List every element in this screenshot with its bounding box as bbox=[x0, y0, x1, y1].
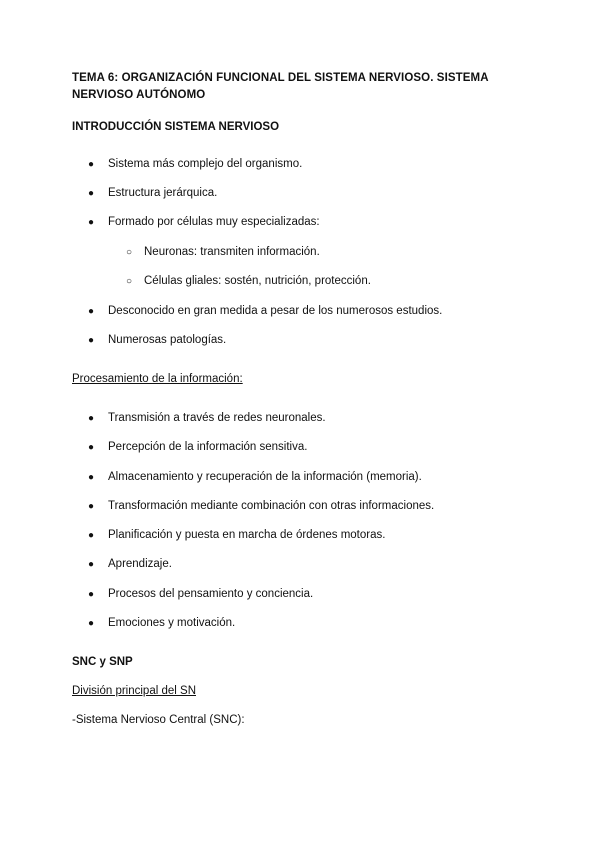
list-item bbox=[88, 617, 235, 629]
bullet-icon: ● bbox=[88, 501, 95, 512]
bullet-icon: ● bbox=[88, 413, 95, 424]
circle-bullet-icon: ○ bbox=[126, 276, 133, 287]
list-item bbox=[88, 412, 326, 424]
list-item-text: Formado por células muy especializadas: bbox=[108, 216, 320, 228]
list-item bbox=[88, 529, 385, 541]
list-item bbox=[88, 588, 313, 600]
document-title: TEMA 6: ORGANIZACIÓN FUNCIONAL DEL SISTEMA NERVIOSO. SISTEMA NERVIOSO AUTÓNOMO bbox=[72, 72, 489, 101]
list-item-text: Percepción de la información sensitiva. bbox=[108, 441, 308, 453]
list-item-text: Sistema más complejo del organismo. bbox=[108, 158, 303, 170]
section-heading-procesamiento: Procesamiento de la información: bbox=[72, 373, 243, 385]
list-item bbox=[88, 334, 226, 346]
list-item bbox=[88, 216, 320, 228]
list-item bbox=[88, 158, 302, 170]
bullet-icon: ● bbox=[88, 559, 95, 570]
bullet-icon: ● bbox=[88, 159, 95, 170]
list-item-text: Transmisión a través de redes neuronales. bbox=[108, 412, 326, 424]
list-item bbox=[88, 471, 422, 483]
list-item bbox=[88, 305, 442, 317]
sub-list-item-text: Células gliales: sostén, nutrición, protección. bbox=[144, 275, 371, 287]
section-heading-snc-snp: SNC y SNP bbox=[72, 656, 133, 668]
bullet-icon: ● bbox=[88, 306, 95, 317]
list-item bbox=[88, 441, 307, 453]
list-item-text: Numerosas patologías. bbox=[108, 334, 227, 346]
sub-list-item bbox=[126, 246, 320, 258]
text-line-snc: -Sistema Nervioso Central (SNC): bbox=[72, 714, 245, 726]
subheading-division: División principal del SN bbox=[72, 685, 196, 697]
bullet-icon: ● bbox=[88, 530, 95, 541]
bullet-icon: ● bbox=[88, 472, 95, 483]
list-item bbox=[88, 187, 217, 199]
list-item-text: Planificación y puesta en marcha de órdenes motoras. bbox=[108, 529, 386, 541]
list-item-text: Desconocido en gran medida a pesar de los numerosos estudios. bbox=[108, 305, 443, 317]
sub-list-item bbox=[126, 275, 371, 287]
list-item bbox=[88, 500, 434, 512]
bullet-icon: ● bbox=[88, 217, 95, 228]
bullet-icon: ● bbox=[88, 442, 95, 453]
list-item-text: Procesos del pensamiento y conciencia. bbox=[108, 588, 314, 600]
list-item-text: Aprendizaje. bbox=[108, 558, 172, 570]
section-heading-introduccion: INTRODUCCIÓN SISTEMA NERVIOSO bbox=[72, 121, 280, 133]
bullet-icon: ● bbox=[88, 188, 95, 199]
sub-list-item-text: Neuronas: transmiten información. bbox=[144, 246, 320, 258]
list-item-text: Emociones y motivación. bbox=[108, 617, 236, 629]
list-item-text: Estructura jerárquica. bbox=[108, 187, 218, 199]
list-item-text: Almacenamiento y recuperación de la información (memoria). bbox=[108, 471, 422, 483]
circle-bullet-icon: ○ bbox=[126, 247, 133, 258]
bullet-icon: ● bbox=[88, 335, 95, 346]
bullet-icon: ● bbox=[88, 589, 95, 600]
list-item bbox=[88, 558, 172, 570]
bullet-icon: ● bbox=[88, 618, 95, 629]
list-item-text: Transformación mediante combinación con otras informaciones. bbox=[108, 500, 435, 512]
